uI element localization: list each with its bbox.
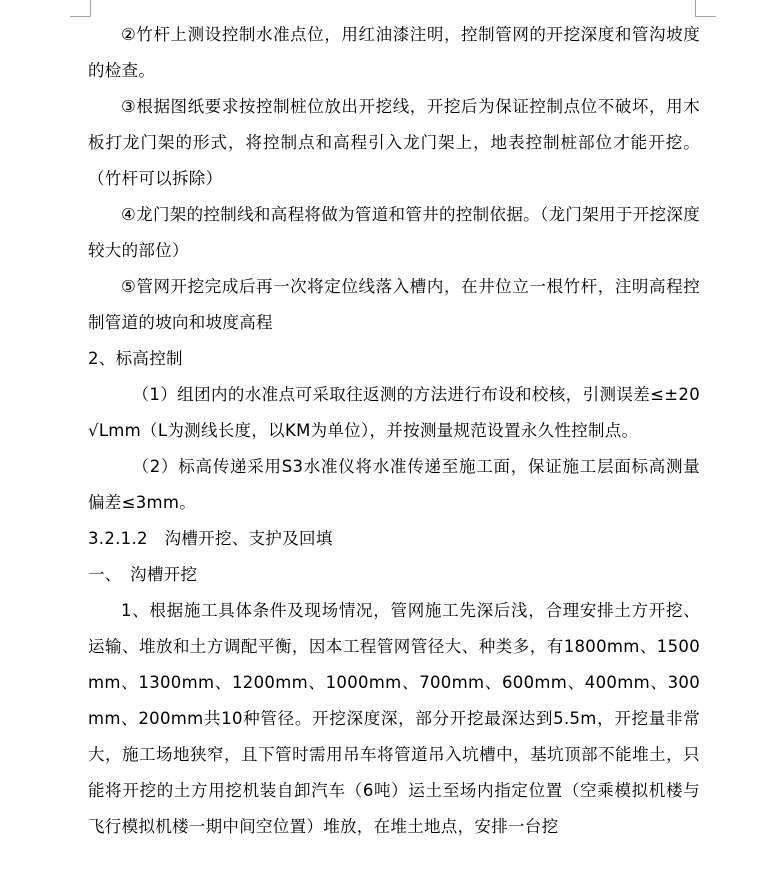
- paragraph-step-5: ⑤管网开挖完成后再一次将定位线落入槽内，在井位立一根竹杆，注明高程控制管道的坡向和坡度高程: [88, 277, 700, 332]
- crop-mark-top-right-vertical: [695, 0, 696, 16]
- paragraph-step-3: ③根据图纸要求按控制桩位放出开挖线，开挖后为保证控制点位不破坏，用木板打龙门架的形式，将控制点和高程引入龙门架上，地表控制桩部位才能开挖。（竹杆可以拆除）: [88, 97, 700, 188]
- section-heading-trench: 3.2.1.2 沟槽开挖、支护及回填: [88, 529, 333, 548]
- paragraph-step-2: ②竹杆上测设控制水准点位，用红油漆注明，控制管网的开挖深度和管沟坡度的检查。: [88, 25, 700, 80]
- subheading-trench-excavation: 一、 沟槽开挖: [88, 565, 198, 584]
- elevation-item-2: （2）标高传递采用S3水准仪将水准传递至施工面，保证施工层面标高测量偏差≤3mm。: [88, 457, 700, 512]
- section-heading-elevation-control: 2、标高控制: [88, 349, 183, 368]
- crop-mark-top-left-vertical: [90, 0, 91, 16]
- paragraph-step-4: ④龙门架的控制线和高程将做为管道和管井的控制依据。（龙门架用于开挖深度较大的部位）: [88, 205, 700, 260]
- elevation-item-1: （1）组团内的水准点可采取往返测的方法进行布设和校核，引测误差≤±20√Lmm（L为测线长度，以KM为单位），并按测量规范设置永久性控制点。: [88, 385, 700, 440]
- document-body: [88, 17, 700, 845]
- paragraph-trench-excavation: 1、根据施工具体条件及现场情况，管网施工先深后浅，合理安排土方开挖、运输、堆放和土方调配平衡，因本工程管网管径大、种类多，有1800mm、1500mm、1300mm、1200mm、1000mm、700mm、600mm、400mm、300mm、200mm共10种管径。开挖深度深，部分开挖最深达到5.5m，开挖量非常大，施工场地狭窄，且下管时需用吊车将管道吊入坑槽中，基坑顶部不能堆土，只能将开挖的土方用挖机装自卸汽车（6吨）运土至场内指定位置（空乘模拟机楼与飞行模拟机楼一期中间空位置）堆放，在堆土地点，安排一台挖: [88, 601, 700, 836]
